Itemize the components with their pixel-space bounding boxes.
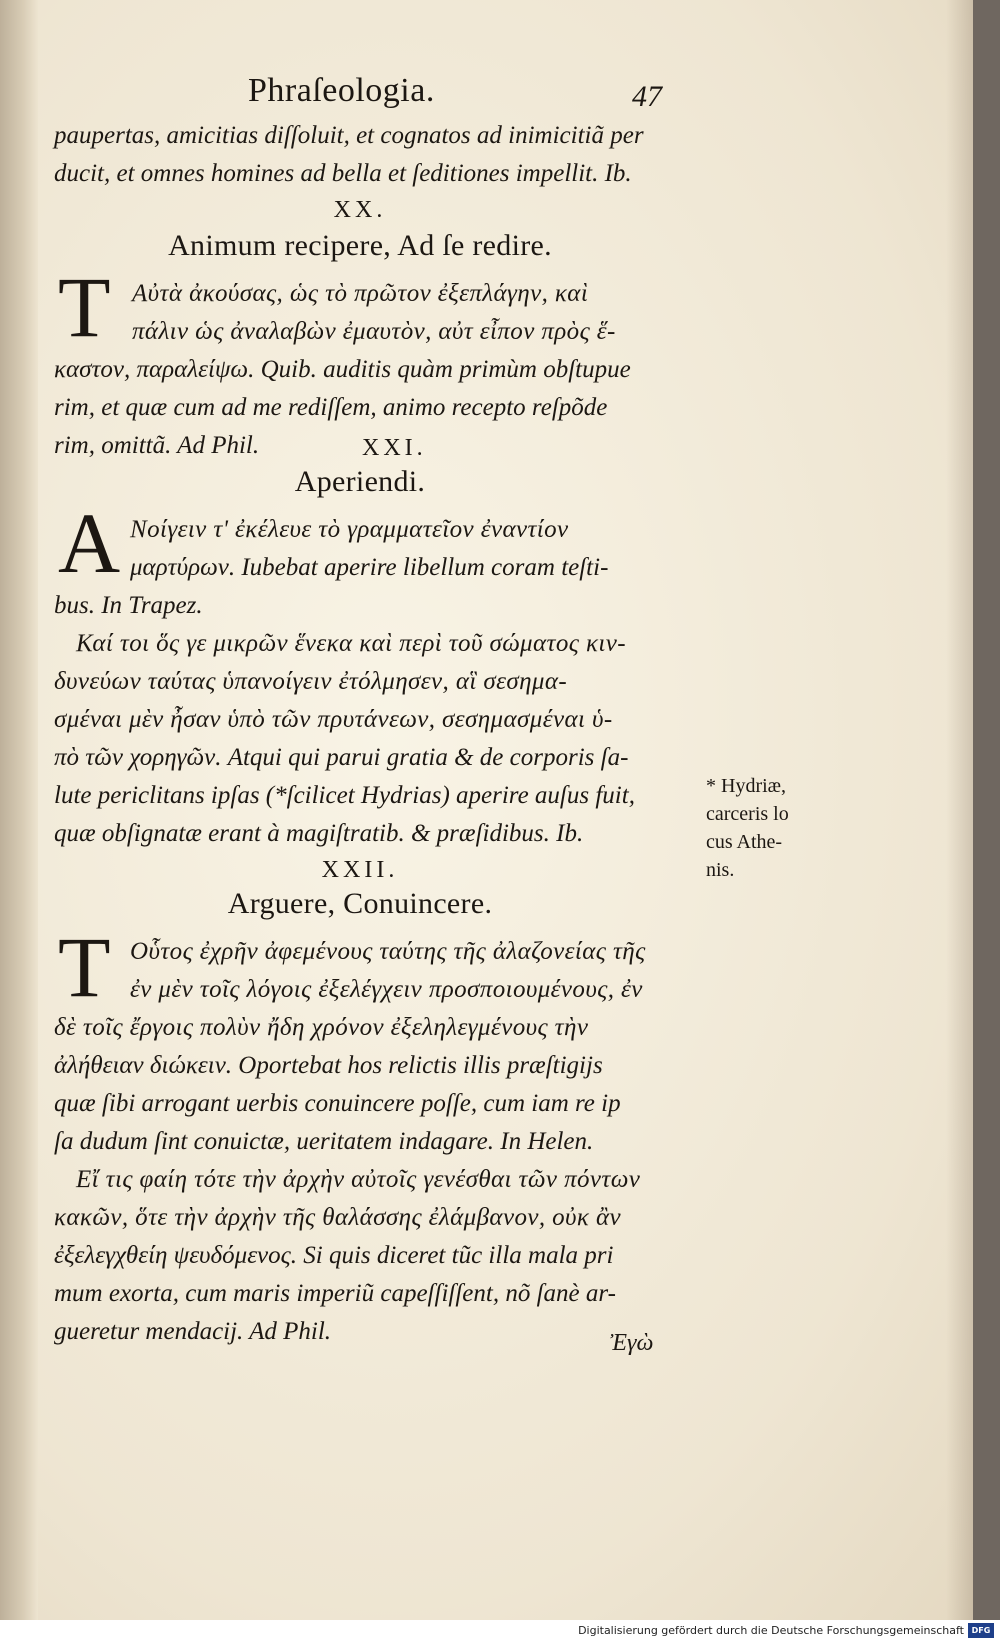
running-head: Phraſeologia. bbox=[248, 72, 435, 109]
text-line: bus. In Trapez. bbox=[54, 592, 203, 619]
section-heading: Animum recipere, Ad ſe redire. bbox=[168, 229, 552, 262]
greek-line: Νοίγειν τ' ἐκέλευε τὸ γραμματεῖον ἐναντίον bbox=[130, 516, 569, 543]
greek-line: δυνεύων ταύτας ὑπανοίγειν ἐτόλμησεν, αἳ σεσημα- bbox=[54, 668, 568, 695]
greek-line: Εἴ τις φαίη τότε τὴν ἀρχὴν αὐτοῖς γενέσθαι τῶν πόντων bbox=[76, 1166, 641, 1193]
greek-line: δὲ τοῖς ἔργοις πολὺν ἤδη χρόνον ἐξεληλεγμένους τὴν bbox=[54, 1014, 589, 1041]
drop-initial: T bbox=[58, 919, 111, 1015]
text-line: καστον, παραλείψω. Quib. auditis quàm primùm obſtupue bbox=[54, 356, 631, 383]
dfg-logo: DFG bbox=[968, 1623, 994, 1638]
marginal-line: * Hydriæ, bbox=[706, 775, 786, 797]
greek-line: κακῶν, ὅτε τὴν ἀρχὴν τῆς θαλάσσης ἐλάμβανον, οὐκ ἂν bbox=[54, 1204, 621, 1231]
text-line: μαρτύρων. Iubebat aperire libellum coram teſti- bbox=[130, 554, 609, 581]
text-line: ſa dudum ſint conuictæ, ueritatem indagare. In Helen. bbox=[54, 1128, 594, 1155]
page-edge-shadow bbox=[946, 0, 973, 1620]
marginal-line: nis. bbox=[706, 859, 735, 881]
footer-credit: Digitalisierung gefördert durch die Deutsche Forschungsgemeinschaft bbox=[578, 1624, 964, 1637]
text-line: rim, et quæ cum ad me rediſſem, animo recepto reſpõde bbox=[54, 394, 608, 421]
greek-line: σμέναι μὲν ἦσαν ὑπὸ τῶν πρυτάνεων, σεσημασμέναι ὑ- bbox=[54, 706, 613, 733]
text-line: lute periclitans ipſas (*ſcilicet Hydrias) aperire auſus fuit, bbox=[54, 782, 635, 809]
text-line: gueretur mendacij. Ad Phil. bbox=[54, 1318, 332, 1345]
drop-initial: A bbox=[58, 495, 121, 591]
text-line: ducit, et omnes homines ad bella et ſeditiones impellit. Ib. bbox=[54, 160, 632, 187]
text-line: quæ ſibi arrogant uerbis conuincere poſſe, cum iam re ip bbox=[54, 1090, 621, 1117]
section-heading: Aperiendi. bbox=[294, 465, 426, 498]
greek-line: Οὗτος ἐχρῆν ἀφεμένους ταύτης τῆς ἀλαζονείας τῆς bbox=[130, 938, 646, 965]
section-number: XXII. bbox=[321, 857, 399, 883]
text-line: paupertas, amicitias diſſoluit, et cognatos ad inimicitiã per bbox=[54, 122, 644, 149]
text-line: rim, omittã. Ad Phil. bbox=[54, 432, 260, 459]
section-number: XX. bbox=[333, 197, 387, 223]
text-line: quæ obſignatæ erant à magiſtratib. & præſidibus. Ib. bbox=[54, 820, 584, 847]
section-heading: Arguere, Conuincere. bbox=[227, 887, 493, 920]
catchword: Ἐγὼ bbox=[610, 1330, 654, 1356]
section-number: XXI. bbox=[362, 435, 427, 461]
drop-initial: T bbox=[58, 259, 111, 355]
greek-line: ἐν μὲν τοῖς λόγοις ἐξελέγχειν προσποιουμένους, ἐν bbox=[130, 976, 643, 1003]
greek-line: Καί τοι ὅς γε μικρῶν ἕνεκα καὶ περὶ τοῦ σώματος κιν- bbox=[76, 630, 626, 657]
greek-line: Αὐτὰ ἀκούσας, ὡς τὸ πρῶτον ἐξεπλάγην, καὶ bbox=[132, 280, 589, 307]
greek-line: πάλιν ὡς ἀναλαβὼν ἐμαυτὸν, αὐτ εἶπον πρὸς ἕ- bbox=[132, 318, 616, 345]
text-line: πὸ τῶν χορηγῶν. Atqui qui parui gratia & de corporis ſa- bbox=[54, 744, 629, 771]
text-line: ἐξελεγχθείη ψευδόμενος. Si quis diceret tũc illa mala pri bbox=[54, 1242, 614, 1269]
text-line: mum exorta, cum maris imperiũ capeſſiſſent, nõ ſanè ar- bbox=[54, 1280, 616, 1307]
marginal-line: carceris lo bbox=[706, 803, 789, 825]
page-number: 47 bbox=[632, 80, 662, 113]
marginal-line: cus Athe- bbox=[706, 831, 783, 853]
text-line: ἀλήθειαν διώκειν. Oportebat hos relictis illis præſtigijs bbox=[54, 1052, 603, 1079]
